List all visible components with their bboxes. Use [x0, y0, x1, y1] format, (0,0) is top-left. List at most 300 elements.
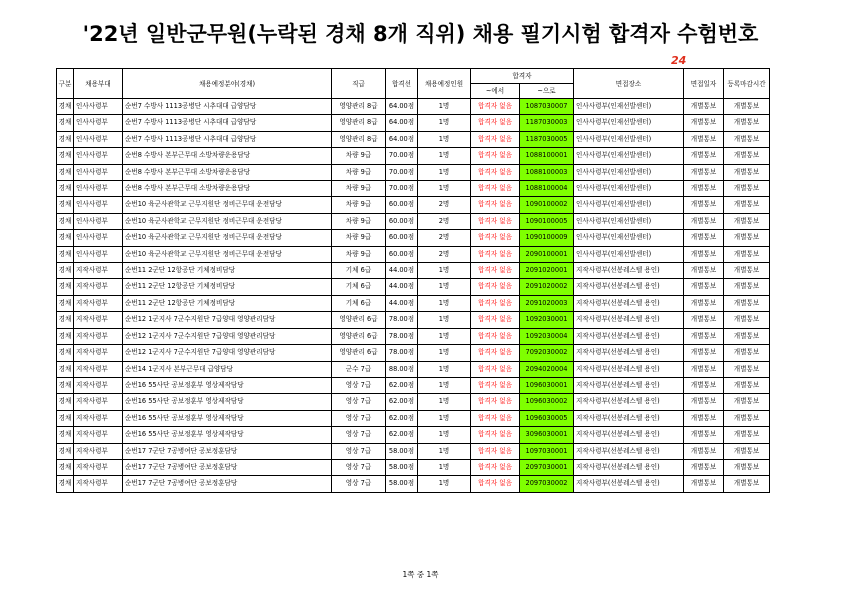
- cell-field: 순번7 수방사 1113공병단 시추대대 급양담당: [123, 131, 332, 147]
- cell-from: 합격자 없음: [471, 246, 520, 262]
- cell-to: 1087030007: [520, 99, 574, 115]
- table-row: [57, 131, 770, 147]
- cell-interview-date: 개별통보: [684, 263, 724, 279]
- cell-interview-date: 개별통보: [684, 246, 724, 262]
- cell-venue: 인사사령부(인재선발센터): [574, 115, 684, 131]
- cell-from: 합격자 없음: [471, 230, 520, 246]
- cell-planned: 1명: [418, 181, 471, 197]
- cell-unit: 인사사령부: [74, 148, 123, 164]
- cell-planned: 1명: [418, 459, 471, 475]
- cell-venue: 지작사령부(선봉레스텔 용인): [574, 279, 684, 295]
- cell-reg-time: 개별통보: [724, 443, 770, 459]
- cell-unit: 인사사령부: [74, 246, 123, 262]
- cell-type: 경채: [57, 312, 74, 328]
- cell-venue: 인사사령부(인재선발센터): [574, 230, 684, 246]
- cell-interview-date: 개별통보: [684, 377, 724, 393]
- cell-interview-date: 개별통보: [684, 279, 724, 295]
- table-row: [57, 345, 770, 361]
- cell-from: 합격자 없음: [471, 394, 520, 410]
- cell-from: 합격자 없음: [471, 328, 520, 344]
- cell-grade: 기체 6급: [332, 295, 386, 311]
- cell-unit: 지작사령부: [74, 410, 123, 426]
- cell-planned: 1명: [418, 131, 471, 147]
- cell-cutoff: 44.00점: [386, 279, 418, 295]
- cell-grade: 영상 7급: [332, 459, 386, 475]
- cell-reg-time: 개별통보: [724, 345, 770, 361]
- cell-grade: 영상 7급: [332, 476, 386, 492]
- header-type: 구분: [57, 69, 74, 99]
- cell-grade: 차량 9급: [332, 230, 386, 246]
- cell-interview-date: 개별통보: [684, 115, 724, 131]
- cell-venue: 인사사령부(인재선발센터): [574, 197, 684, 213]
- cell-interview-date: 개별통보: [684, 131, 724, 147]
- cell-field: 순번11 2군단 12항공단 기체정비담당: [123, 263, 332, 279]
- cell-from: 합격자 없음: [471, 361, 520, 377]
- cell-reg-time: 개별통보: [724, 197, 770, 213]
- cell-unit: 인사사령부: [74, 131, 123, 147]
- cell-to: 1096030005: [520, 410, 574, 426]
- header-from: ~에서: [471, 84, 520, 99]
- cell-to: 1090100002: [520, 197, 574, 213]
- cell-reg-time: 개별통보: [724, 148, 770, 164]
- cell-planned: 1명: [418, 312, 471, 328]
- cell-venue: 인사사령부(인재선발센터): [574, 148, 684, 164]
- cell-from: 합격자 없음: [471, 476, 520, 492]
- cell-type: 경채: [57, 394, 74, 410]
- header-reg-time: 등록마감시간: [724, 69, 770, 99]
- table-row: [57, 295, 770, 311]
- cell-type: 경채: [57, 377, 74, 393]
- cell-interview-date: 개별통보: [684, 345, 724, 361]
- cell-to: 1187030005: [520, 131, 574, 147]
- cell-reg-time: 개별통보: [724, 99, 770, 115]
- cell-field: 순번10 육군사관학교 근무지원단 정비근무대 운전담당: [123, 246, 332, 262]
- header-interview-date: 면접일자: [684, 69, 724, 99]
- cell-unit: 인사사령부: [74, 181, 123, 197]
- cell-cutoff: 62.00점: [386, 427, 418, 443]
- cell-cutoff: 62.00점: [386, 394, 418, 410]
- cell-reg-time: 개별통보: [724, 263, 770, 279]
- header-planned: 채용예정인원: [418, 69, 471, 99]
- table-row: [57, 246, 770, 262]
- cell-field: 순번10 육군사관학교 근무지원단 정비근무대 운전담당: [123, 197, 332, 213]
- cell-cutoff: 60.00점: [386, 246, 418, 262]
- cell-interview-date: 개별통보: [684, 181, 724, 197]
- table-row: [57, 361, 770, 377]
- cell-venue: 지작사령부(선봉레스텔 용인): [574, 476, 684, 492]
- cell-from: 합격자 없음: [471, 312, 520, 328]
- cell-unit: 지작사령부: [74, 427, 123, 443]
- cell-unit: 인사사령부: [74, 213, 123, 229]
- cell-planned: 1명: [418, 164, 471, 180]
- cell-from: 합격자 없음: [471, 131, 520, 147]
- table-row: [57, 148, 770, 164]
- cell-grade: 영상 7급: [332, 394, 386, 410]
- cell-type: 경채: [57, 164, 74, 180]
- table-row: [57, 115, 770, 131]
- cell-grade: 영양관리 6급: [332, 328, 386, 344]
- cell-to: 2091020002: [520, 279, 574, 295]
- cell-unit: 지작사령부: [74, 459, 123, 475]
- cell-field: 순번10 육군사관학교 근무지원단 정비근무대 운전담당: [123, 213, 332, 229]
- cell-cutoff: 44.00점: [386, 295, 418, 311]
- cell-cutoff: 70.00점: [386, 148, 418, 164]
- cell-from: 합격자 없음: [471, 164, 520, 180]
- cell-reg-time: 개별통보: [724, 394, 770, 410]
- cell-to: 1088100003: [520, 164, 574, 180]
- cell-unit: 지작사령부: [74, 263, 123, 279]
- table-row: [57, 443, 770, 459]
- cell-unit: 지작사령부: [74, 394, 123, 410]
- cell-planned: 1명: [418, 410, 471, 426]
- cell-field: 순번14 1군지사 본부근무대 급양담당: [123, 361, 332, 377]
- header-field: 채용예정분야(경채): [123, 69, 332, 99]
- table-row: [57, 410, 770, 426]
- cell-planned: 1명: [418, 295, 471, 311]
- cell-reg-time: 개별통보: [724, 312, 770, 328]
- table-row: [57, 377, 770, 393]
- cell-field: 순번17 7군단 7공병여단 공보정훈담당: [123, 443, 332, 459]
- cell-type: 경채: [57, 115, 74, 131]
- cell-venue: 지작사령부(선봉레스텔 용인): [574, 459, 684, 475]
- cell-from: 합격자 없음: [471, 197, 520, 213]
- cell-cutoff: 58.00점: [386, 443, 418, 459]
- cell-interview-date: 개별통보: [684, 443, 724, 459]
- cell-grade: 영상 7급: [332, 443, 386, 459]
- header-venue: 면접장소: [574, 69, 684, 99]
- cell-grade: 차량 9급: [332, 213, 386, 229]
- table-row: [57, 213, 770, 229]
- cell-cutoff: 64.00점: [386, 131, 418, 147]
- table-row: [57, 394, 770, 410]
- cell-planned: 1명: [418, 361, 471, 377]
- cell-to: 1092030004: [520, 328, 574, 344]
- cell-unit: 지작사령부: [74, 476, 123, 492]
- cell-interview-date: 개별통보: [684, 328, 724, 344]
- cell-type: 경채: [57, 181, 74, 197]
- cell-planned: 1명: [418, 115, 471, 131]
- cell-interview-date: 개별통보: [684, 459, 724, 475]
- cell-to: 1187030003: [520, 115, 574, 131]
- cell-cutoff: 58.00점: [386, 476, 418, 492]
- cell-venue: 지작사령부(선봉레스텔 용인): [574, 427, 684, 443]
- cell-to: 1090100009: [520, 230, 574, 246]
- cell-venue: 인사사령부(인재선발센터): [574, 181, 684, 197]
- table-row: [57, 164, 770, 180]
- cell-unit: 지작사령부: [74, 345, 123, 361]
- cell-cutoff: 78.00점: [386, 345, 418, 361]
- cell-to: 1092030001: [520, 312, 574, 328]
- cell-reg-time: 개별통보: [724, 131, 770, 147]
- cell-type: 경채: [57, 427, 74, 443]
- cell-field: 순번8 수방사 본부근무대 소방차량운용담당: [123, 164, 332, 180]
- table-row: [57, 427, 770, 443]
- header-passer: 합격자: [471, 69, 574, 84]
- cell-planned: 1명: [418, 427, 471, 443]
- cell-venue: 지작사령부(선봉레스텔 용인): [574, 328, 684, 344]
- cell-reg-time: 개별통보: [724, 279, 770, 295]
- cell-interview-date: 개별통보: [684, 99, 724, 115]
- cell-planned: 1명: [418, 148, 471, 164]
- cell-interview-date: 개별통보: [684, 394, 724, 410]
- cell-cutoff: 60.00점: [386, 230, 418, 246]
- cell-reg-time: 개별통보: [724, 459, 770, 475]
- cell-grade: 영양관리 6급: [332, 345, 386, 361]
- cell-type: 경채: [57, 230, 74, 246]
- cell-to: 1088100001: [520, 148, 574, 164]
- cell-field: 순번11 2군단 12항공단 기체정비담당: [123, 279, 332, 295]
- table-row: [57, 279, 770, 295]
- table-row: [57, 459, 770, 475]
- cell-cutoff: 64.00점: [386, 99, 418, 115]
- cell-venue: 인사사령부(인재선발센터): [574, 164, 684, 180]
- cell-field: 순번17 7군단 7공병여단 공보정훈담당: [123, 459, 332, 475]
- cell-venue: 지작사령부(선봉레스텔 용인): [574, 410, 684, 426]
- cell-venue: 인사사령부(인재선발센터): [574, 213, 684, 229]
- page-title: '22년 일반군무원(누락된 경채 8개 직위) 채용 필기시험 합격자 수험번호: [82, 22, 759, 46]
- cell-reg-time: 개별통보: [724, 476, 770, 492]
- header-grade: 직급: [332, 69, 386, 99]
- cell-type: 경채: [57, 148, 74, 164]
- cell-reg-time: 개별통보: [724, 246, 770, 262]
- cell-reg-time: 개별통보: [724, 181, 770, 197]
- cell-reg-time: 개별통보: [724, 361, 770, 377]
- cell-from: 합격자 없음: [471, 443, 520, 459]
- cell-grade: 영양관리 6급: [332, 312, 386, 328]
- cell-planned: 2명: [418, 213, 471, 229]
- cell-grade: 차량 9급: [332, 246, 386, 262]
- cell-field: 순번16 55사단 공보정훈부 영상제작담당: [123, 427, 332, 443]
- cell-grade: 기체 6급: [332, 279, 386, 295]
- results-table: [56, 68, 770, 493]
- cell-reg-time: 개별통보: [724, 295, 770, 311]
- cell-field: 순번11 2군단 12항공단 기체정비담당: [123, 295, 332, 311]
- cell-grade: 차량 9급: [332, 148, 386, 164]
- cell-type: 경채: [57, 246, 74, 262]
- cell-cutoff: 88.00점: [386, 361, 418, 377]
- table-row: [57, 99, 770, 115]
- cell-unit: 지작사령부: [74, 295, 123, 311]
- cell-interview-date: 개별통보: [684, 213, 724, 229]
- cell-interview-date: 개별통보: [684, 197, 724, 213]
- cell-grade: 영양관리 8급: [332, 131, 386, 147]
- cell-unit: 지작사령부: [74, 377, 123, 393]
- cell-type: 경채: [57, 263, 74, 279]
- cell-grade: 기체 6급: [332, 263, 386, 279]
- cell-unit: 지작사령부: [74, 443, 123, 459]
- cell-cutoff: 78.00점: [386, 328, 418, 344]
- cell-venue: 지작사령부(선봉레스텔 용인): [574, 345, 684, 361]
- cell-from: 합격자 없음: [471, 148, 520, 164]
- table-row: [57, 263, 770, 279]
- cell-field: 순번12 1군지사 7군수지원단 7급양대 영양관리담당: [123, 312, 332, 328]
- cell-planned: 1명: [418, 263, 471, 279]
- cell-type: 경채: [57, 345, 74, 361]
- cell-from: 합격자 없음: [471, 295, 520, 311]
- cell-to: 2091020003: [520, 295, 574, 311]
- cell-unit: 지작사령부: [74, 328, 123, 344]
- cell-interview-date: 개별통보: [684, 295, 724, 311]
- cell-cutoff: 60.00점: [386, 213, 418, 229]
- cell-planned: 1명: [418, 345, 471, 361]
- cell-interview-date: 개별통보: [684, 410, 724, 426]
- cell-planned: 1명: [418, 377, 471, 393]
- cell-cutoff: 44.00점: [386, 263, 418, 279]
- cell-to: 2097030002: [520, 476, 574, 492]
- cell-type: 경채: [57, 361, 74, 377]
- cell-venue: 지작사령부(선봉레스텔 용인): [574, 394, 684, 410]
- table-row: [57, 181, 770, 197]
- cell-field: 순번10 육군사관학교 근무지원단 정비근무대 운전담당: [123, 230, 332, 246]
- cell-venue: 인사사령부(인재선발센터): [574, 99, 684, 115]
- table-row: [57, 312, 770, 328]
- cell-from: 합격자 없음: [471, 263, 520, 279]
- cell-grade: 영상 7급: [332, 377, 386, 393]
- cell-venue: 지작사령부(선봉레스텔 용인): [574, 361, 684, 377]
- cell-grade: 영상 7급: [332, 427, 386, 443]
- cell-cutoff: 60.00점: [386, 197, 418, 213]
- cell-type: 경채: [57, 213, 74, 229]
- cell-unit: 인사사령부: [74, 115, 123, 131]
- cell-type: 경채: [57, 197, 74, 213]
- cell-venue: 지작사령부(선봉레스텔 용인): [574, 443, 684, 459]
- cell-grade: 영상 7급: [332, 410, 386, 426]
- header-cutoff: 합격선: [386, 69, 418, 99]
- cell-type: 경채: [57, 279, 74, 295]
- cell-cutoff: 62.00점: [386, 377, 418, 393]
- cell-reg-time: 개별통보: [724, 164, 770, 180]
- cell-type: 경채: [57, 295, 74, 311]
- cell-to: 2094020004: [520, 361, 574, 377]
- cell-planned: 1명: [418, 443, 471, 459]
- cell-field: 순번16 55사단 공보정훈부 영상제작담당: [123, 410, 332, 426]
- cell-unit: 지작사령부: [74, 361, 123, 377]
- cell-type: 경채: [57, 476, 74, 492]
- cell-planned: 1명: [418, 394, 471, 410]
- table-row: [57, 476, 770, 492]
- cell-grade: 차량 9급: [332, 197, 386, 213]
- cell-field: 순번8 수방사 본부근무대 소방차량운용담당: [123, 181, 332, 197]
- cell-unit: 인사사령부: [74, 164, 123, 180]
- cell-planned: 1명: [418, 279, 471, 295]
- cell-interview-date: 개별통보: [684, 148, 724, 164]
- header-to: ~으로: [520, 84, 574, 99]
- cell-venue: 지작사령부(선봉레스텔 용인): [574, 377, 684, 393]
- cell-grade: 차량 9급: [332, 164, 386, 180]
- cell-from: 합격자 없음: [471, 427, 520, 443]
- cell-grade: 영양관리 8급: [332, 99, 386, 115]
- cell-type: 경채: [57, 99, 74, 115]
- cell-cutoff: 58.00점: [386, 459, 418, 475]
- cell-reg-time: 개별통보: [724, 328, 770, 344]
- cell-venue: 지작사령부(선봉레스텔 용인): [574, 312, 684, 328]
- page-number: 24: [671, 54, 687, 67]
- cell-field: 순번16 55사단 공보정훈부 영상제작담당: [123, 377, 332, 393]
- cell-venue: 인사사령부(인재선발센터): [574, 246, 684, 262]
- cell-from: 합격자 없음: [471, 99, 520, 115]
- cell-planned: 1명: [418, 476, 471, 492]
- cell-field: 순번12 1군지사 7군수지원단 7급양대 영양관리담당: [123, 345, 332, 361]
- cell-from: 합격자 없음: [471, 279, 520, 295]
- cell-field: 순번16 55사단 공보정훈부 영상제작담당: [123, 394, 332, 410]
- cell-interview-date: 개별통보: [684, 312, 724, 328]
- cell-unit: 인사사령부: [74, 197, 123, 213]
- cell-planned: 2명: [418, 230, 471, 246]
- cell-planned: 2명: [418, 246, 471, 262]
- cell-venue: 지작사령부(선봉레스텔 용인): [574, 263, 684, 279]
- cell-to: 7092030002: [520, 345, 574, 361]
- cell-interview-date: 개별통보: [684, 476, 724, 492]
- cell-cutoff: 64.00점: [386, 115, 418, 131]
- table-row: [57, 230, 770, 246]
- cell-planned: 2명: [418, 197, 471, 213]
- cell-type: 경채: [57, 443, 74, 459]
- table-row: [57, 197, 770, 213]
- cell-field: 순번12 1군지사 7군수지원단 7급양대 영양관리담당: [123, 328, 332, 344]
- cell-interview-date: 개별통보: [684, 427, 724, 443]
- cell-to: 1088100004: [520, 181, 574, 197]
- page-footer: 1쪽 중 1쪽: [402, 570, 439, 579]
- cell-reg-time: 개별통보: [724, 230, 770, 246]
- cell-grade: 군수 7급: [332, 361, 386, 377]
- cell-reg-time: 개별통보: [724, 427, 770, 443]
- cell-interview-date: 개별통보: [684, 164, 724, 180]
- cell-to: 1090100005: [520, 213, 574, 229]
- cell-to: 1097030001: [520, 443, 574, 459]
- cell-cutoff: 70.00점: [386, 164, 418, 180]
- cell-reg-time: 개별통보: [724, 377, 770, 393]
- cell-planned: 1명: [418, 328, 471, 344]
- cell-to: 1096030001: [520, 377, 574, 393]
- header-unit: 채용부대: [74, 69, 123, 99]
- cell-from: 합격자 없음: [471, 181, 520, 197]
- cell-field: 순번7 수방사 1113공병단 시추대대 급양담당: [123, 115, 332, 131]
- cell-field: 순번7 수방사 1113공병단 시추대대 급양담당: [123, 99, 332, 115]
- cell-reg-time: 개별통보: [724, 213, 770, 229]
- cell-to: 2090100001: [520, 246, 574, 262]
- cell-venue: 인사사령부(인재선발센터): [574, 131, 684, 147]
- cell-reg-time: 개별통보: [724, 410, 770, 426]
- cell-to: 2091020001: [520, 263, 574, 279]
- cell-grade: 차량 9급: [332, 181, 386, 197]
- cell-interview-date: 개별통보: [684, 361, 724, 377]
- cell-field: 순번17 7군단 7공병여단 공보정훈담당: [123, 476, 332, 492]
- cell-unit: 지작사령부: [74, 279, 123, 295]
- cell-to: 2097030001: [520, 459, 574, 475]
- cell-from: 합격자 없음: [471, 115, 520, 131]
- cell-unit: 지작사령부: [74, 312, 123, 328]
- cell-field: 순번8 수방사 본부근무대 소방차량운용담당: [123, 148, 332, 164]
- cell-type: 경채: [57, 459, 74, 475]
- cell-unit: 인사사령부: [74, 230, 123, 246]
- cell-from: 합격자 없음: [471, 345, 520, 361]
- cell-cutoff: 70.00점: [386, 181, 418, 197]
- cell-reg-time: 개별통보: [724, 115, 770, 131]
- cell-from: 합격자 없음: [471, 410, 520, 426]
- cell-cutoff: 78.00점: [386, 312, 418, 328]
- cell-from: 합격자 없음: [471, 377, 520, 393]
- cell-from: 합격자 없음: [471, 213, 520, 229]
- cell-interview-date: 개별통보: [684, 230, 724, 246]
- cell-unit: 인사사령부: [74, 99, 123, 115]
- cell-grade: 영양관리 8급: [332, 115, 386, 131]
- cell-planned: 1명: [418, 99, 471, 115]
- cell-to: 3096030001: [520, 427, 574, 443]
- cell-to: 1096030002: [520, 394, 574, 410]
- cell-type: 경채: [57, 410, 74, 426]
- table-row: [57, 328, 770, 344]
- cell-cutoff: 62.00점: [386, 410, 418, 426]
